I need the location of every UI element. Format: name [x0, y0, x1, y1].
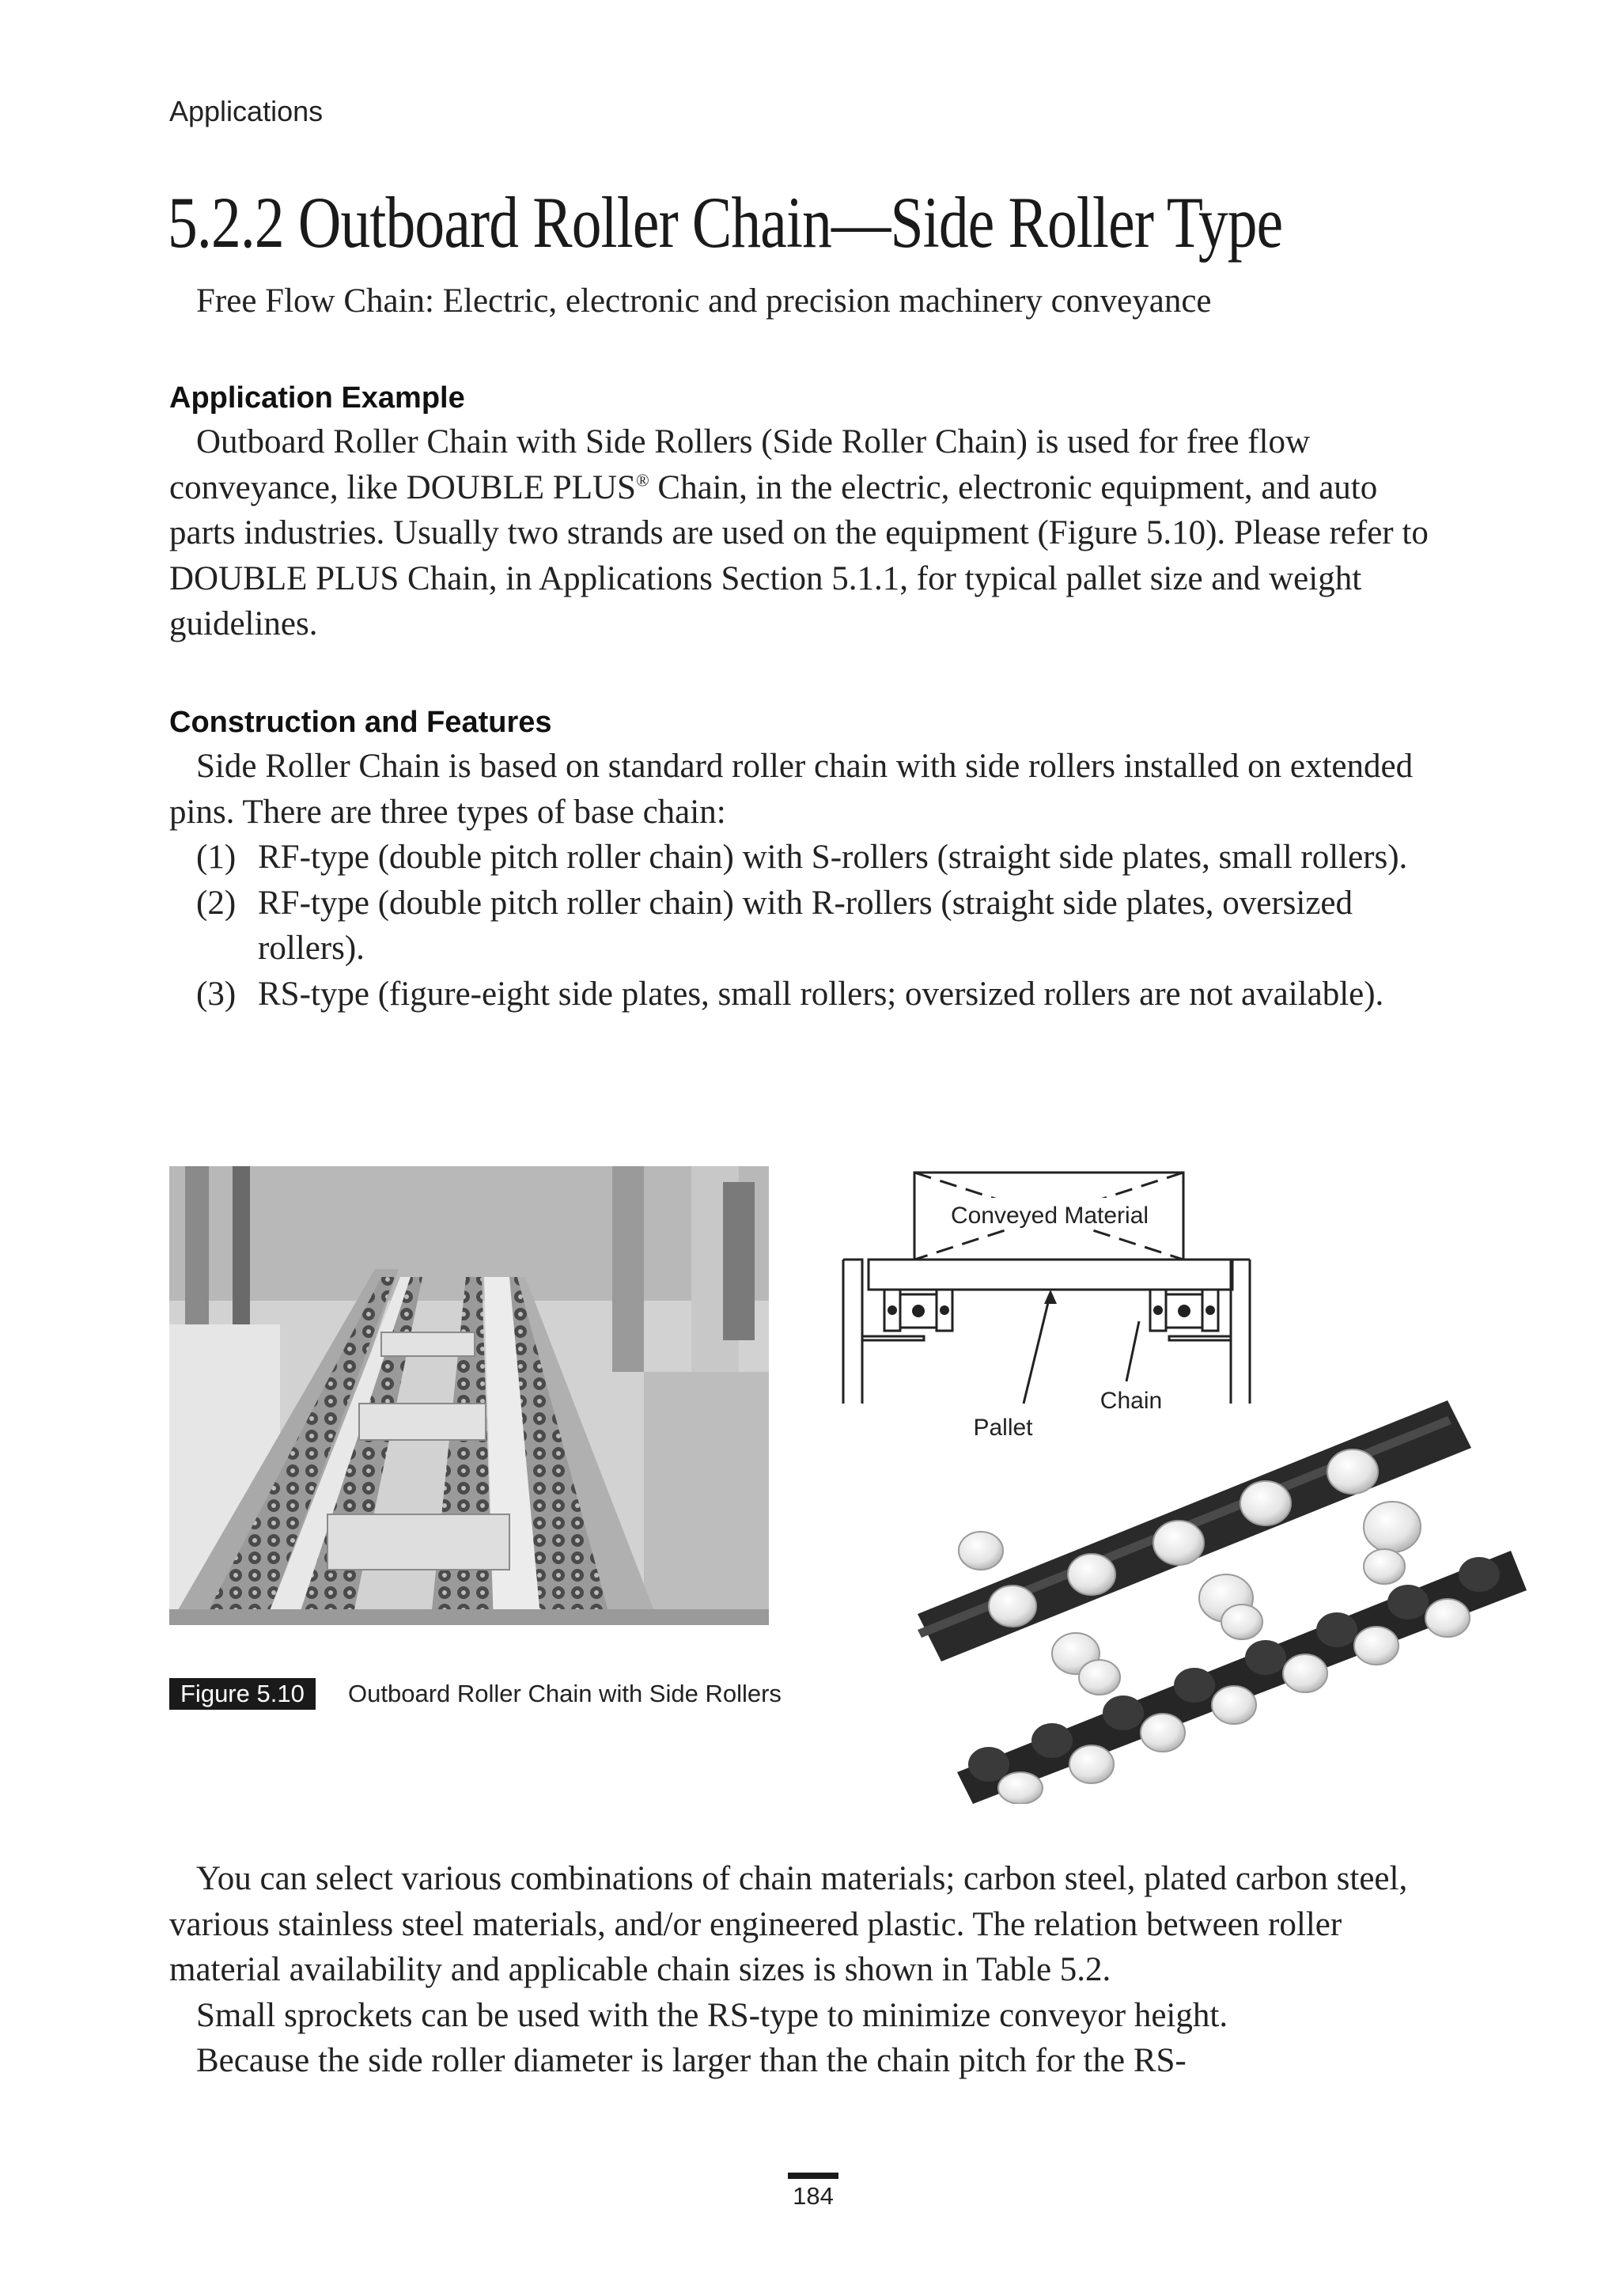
- construction-intro: Side Roller Chain is based on standard roller chain with side rollers installed on extended pins. There are three types of base chain:: [169, 748, 1414, 831]
- conveyor-photo-image: [169, 1166, 769, 1625]
- materials-paragraph: You can select various combinations of chain materials; carbon steel, plated carbon steel, various stainless steel materials, and/or engineered plastic. The relation between roller material availability and applicable chain sizes is shown in Table 5.2.: [169, 1860, 1408, 1988]
- list-item: (2) RF-type (double pitch roller chain) with R-rollers (straight side plates, oversized rollers).: [196, 884, 1353, 967]
- section-subtitle: Free Flow Chain: Electric, electronic and precision machinery conveyance: [196, 282, 1212, 320]
- label-chain: Chain: [1100, 1388, 1163, 1414]
- registered-mark: ®: [635, 470, 649, 491]
- construction-body: [169, 744, 1443, 1017]
- conveyor-photo: [169, 1166, 769, 1625]
- closing-body: [169, 1856, 1443, 2084]
- sprocket-paragraph: Small sprockets can be used with the RS-type to minimize conveyor height.: [196, 1996, 1228, 2034]
- application-example-heading: Application Example: [169, 381, 465, 415]
- label-pallet: Pallet: [973, 1415, 1033, 1441]
- page-number-bar: [788, 2173, 838, 2179]
- application-example-paragraph: Outboard Roller Chain with Side Rollers (Side Roller Chain) is used for free flow conveyance, like DOUBLE PLUS® Chain, in the electric, electronic equipment, and auto parts industries. Usually two strands are used on the equipment (Figure 5.10). Please refer to DOUBLE PLUS Chain, in Applications Section 5.1.1, for typical pallet size and weight guidelines.: [169, 423, 1429, 642]
- roller-diameter-paragraph: Because the side roller diameter is larger than the chain pitch for the RS-: [196, 2042, 1187, 2079]
- figure-caption: Outboard Roller Chain with Side Rollers: [348, 1680, 782, 1707]
- list-item: (1) RF-type (double pitch roller chain) with S-rollers (straight side plates, small rollers).: [196, 839, 1408, 876]
- application-example-body: [169, 419, 1443, 647]
- page-number: 184: [793, 2182, 834, 2210]
- section-title: 5.2.2 Outboard Roller Chain—Side Roller Type: [168, 182, 1283, 263]
- label-conveyed-material: Conveyed Material: [950, 1203, 1149, 1229]
- figure-label: Figure 5.10: [169, 1678, 316, 1710]
- base-chain-types-list: [169, 835, 1443, 1017]
- list-item: (3) RS-type (figure-eight side plates, small rollers; oversized rollers are not available).: [196, 975, 1384, 1013]
- running-head: Applications: [169, 95, 324, 127]
- side-roller-chain-photo: [894, 1392, 1535, 1804]
- construction-heading: Construction and Features: [169, 706, 552, 739]
